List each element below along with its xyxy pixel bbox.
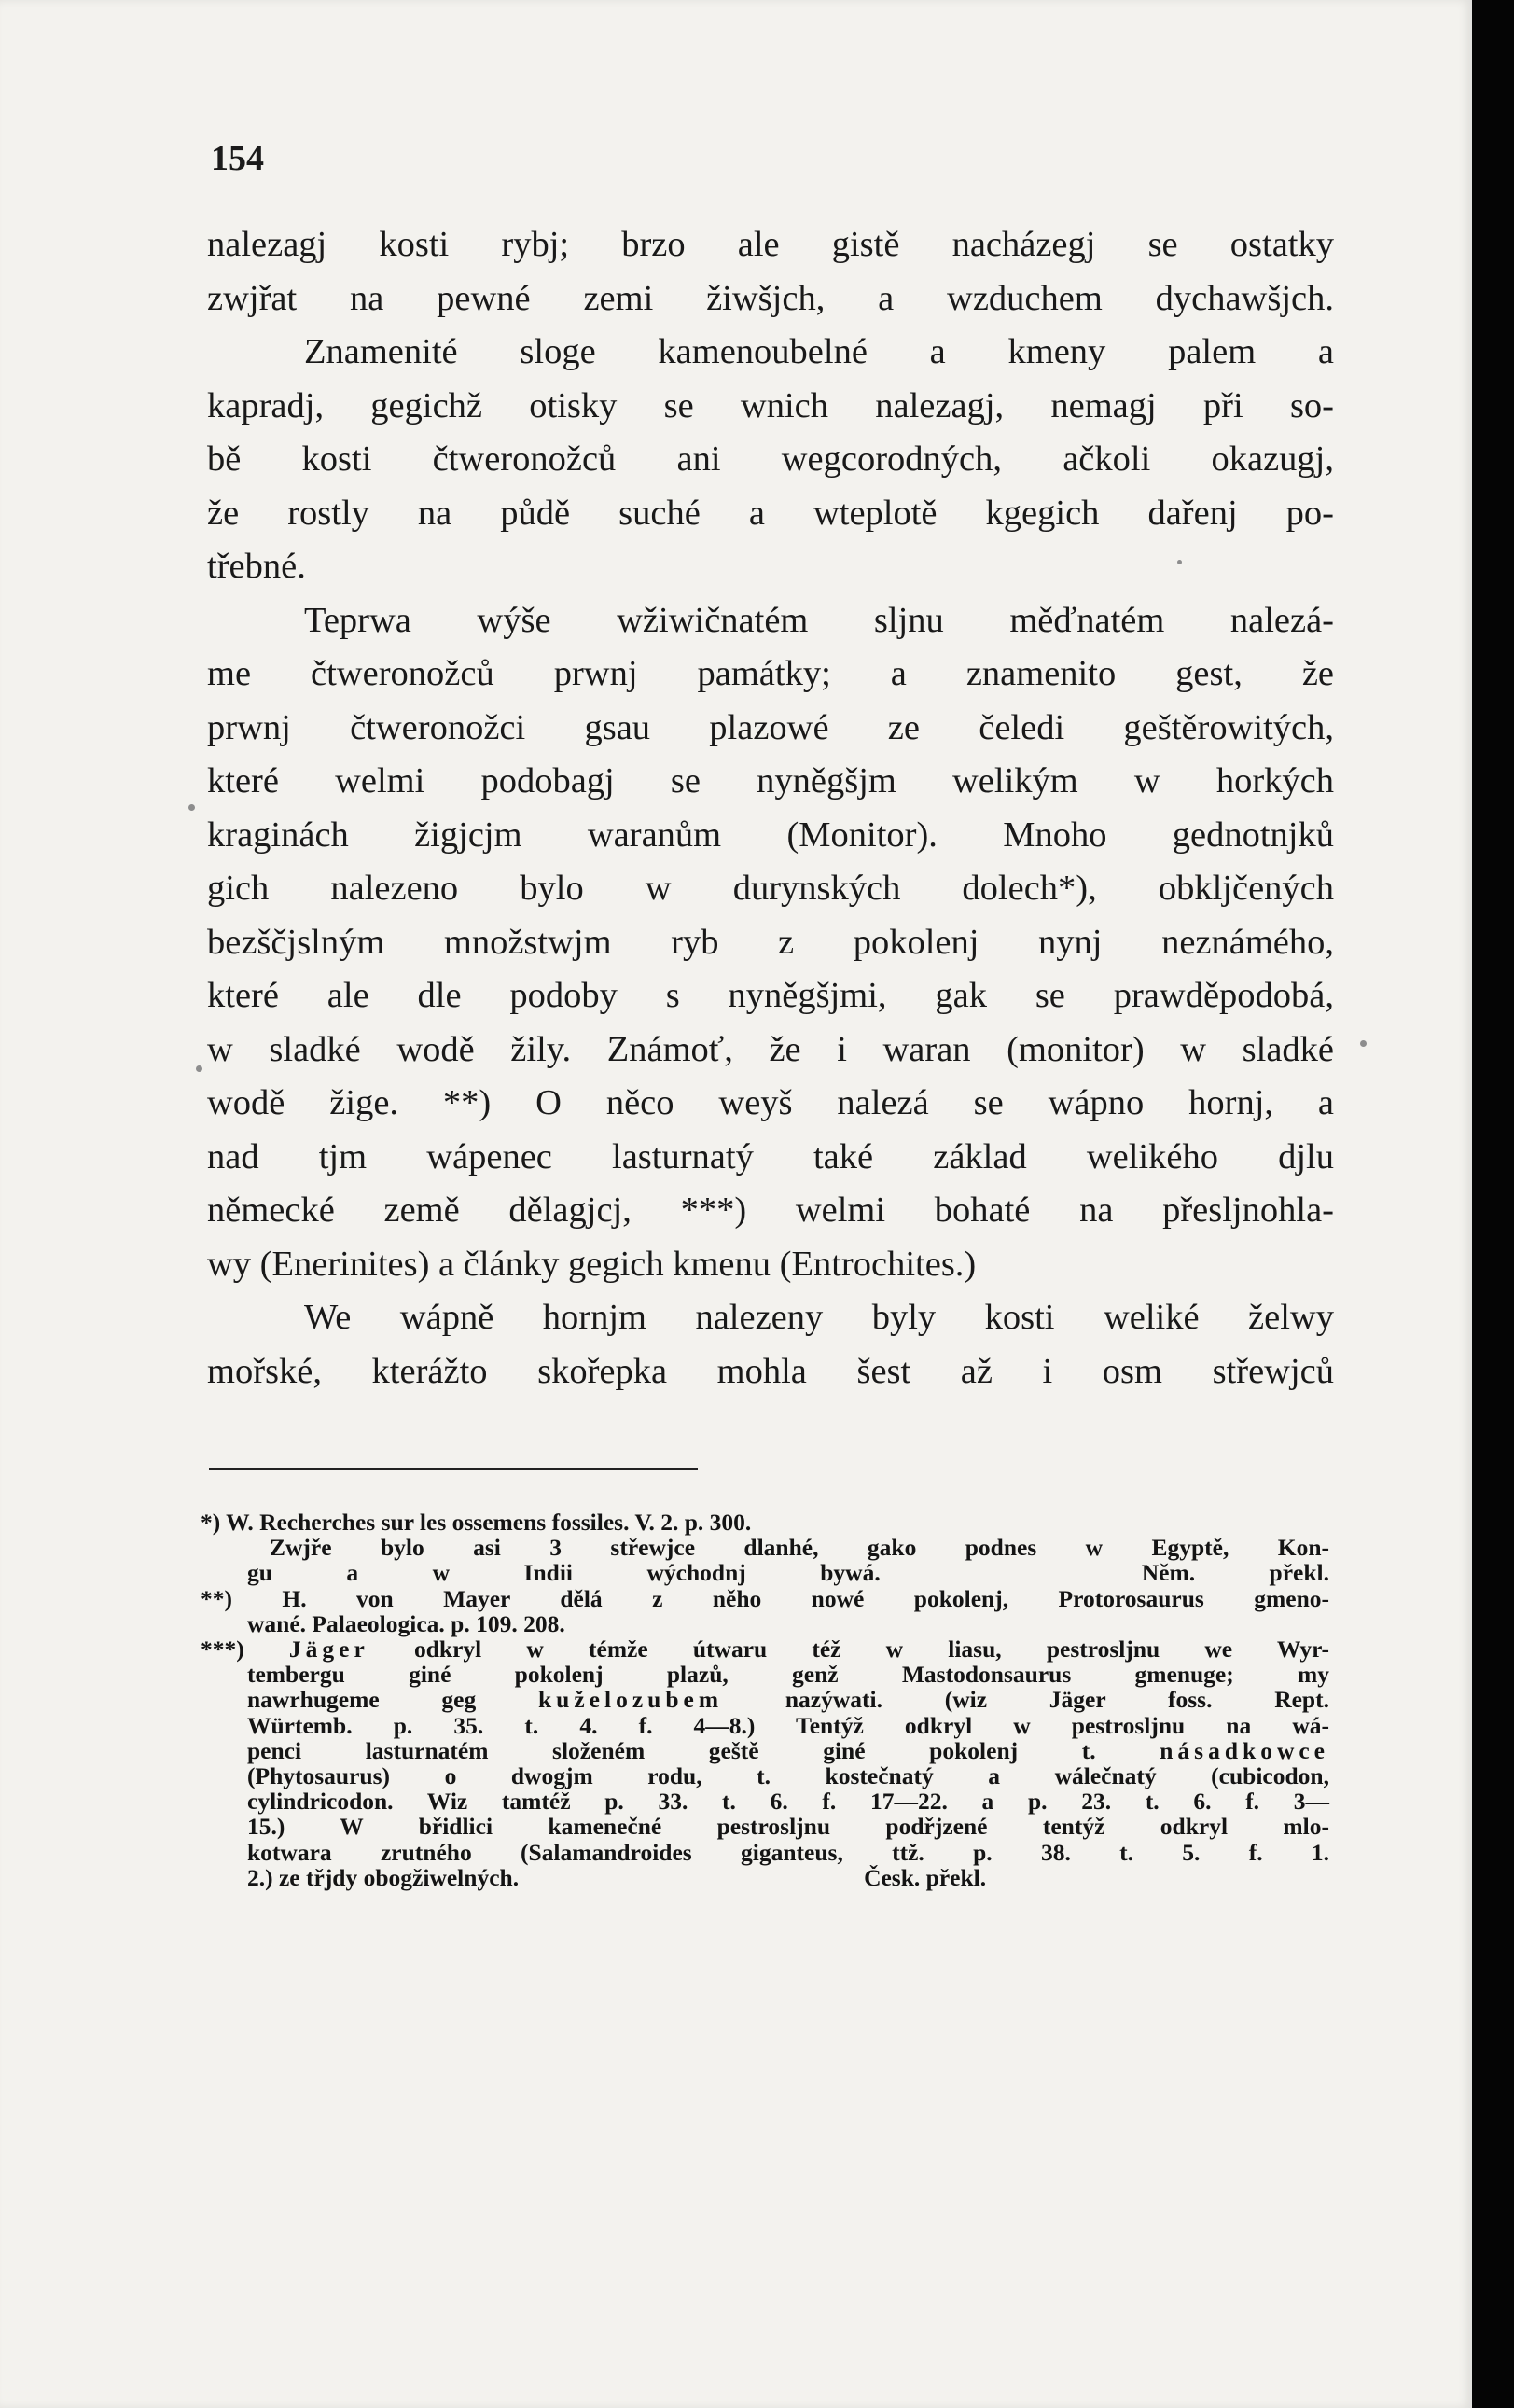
text-line: nalezagj kosti rybj; brzo ale gistě nacházegj se ostatky: [207, 225, 1334, 264]
footnote-line: Würtemb. p. 35. t. 4. f. 4—8.) Tentýž odkryl w pestrosljnu na wá-: [247, 1711, 1329, 1739]
footnote-line: [201, 1636, 1329, 1662]
text-line: w sladké wodě žily. Známoť, že i waran (monitor) w sladké: [207, 1029, 1334, 1069]
text-line: zwjřat na pewné zemi žiwšjch, a wzduchem dychawšjch.: [207, 278, 1334, 318]
footnote-line: wané. Palaeologica. p. 109. 208.: [247, 1609, 565, 1637]
footnote-line: [201, 1687, 1329, 1712]
emphasized-term: kuželozubem: [538, 1686, 724, 1714]
text-line: wy (Enerinites) a články gegich kmenu (Entrochites.): [207, 1244, 977, 1284]
text-line: bě kosti čtweronožců ani wegcorodných, ačkoli okazugj,: [207, 439, 1334, 479]
footnote-line: **) H. von Mayer dělá z něho nowé pokolenj, Protorosaurus gmeno-: [201, 1584, 1329, 1612]
text-line: prwnj čtweronožci gsau plazowé ze čeledi geštěrowitých,: [207, 707, 1334, 747]
text-line: mořské, kterážto skořepka mohla šest až i osm střewjců: [207, 1351, 1334, 1391]
footnote-text: odkryl w témže útwaru též w liasu, pestrosljnu we Wyr-: [368, 1635, 1329, 1663]
speck: [188, 804, 195, 811]
body-text: [207, 218, 1334, 1399]
author-name: Jäger: [288, 1635, 369, 1663]
footnote-marker: ***): [201, 1635, 289, 1663]
footnote-line: tembergu giné pokolenj plazů, genž Mastodonsaurus gmenuge; my: [247, 1661, 1329, 1689]
emphasized-term: násadkowce: [1160, 1736, 1329, 1764]
text-line: Znamenité sloge kamenoubelné a kmeny palem a: [304, 332, 1334, 371]
footnote-line: (Phytosaurus) o dwogjm rodu, t. kostečnatý a wálečnatý (cubicodon,: [247, 1762, 1329, 1790]
footnote-line: 15.) W břidlici kamenečné pestrosljnu podřjzené tentýž odkryl mlo-: [247, 1813, 1329, 1841]
text-line: třebné.: [207, 547, 306, 586]
text-line: Teprwa wýše wžiwičnatém sljnu měďnatém nalezá-: [304, 600, 1334, 640]
translator-note: Česk. překl.: [864, 1863, 987, 1891]
footnote-line: kotwara zrutného (Salamandroides giganteus, ttž. p. 38. t. 5. f. 1.: [247, 1838, 1329, 1866]
footnote-line: *) W. Recherches sur les ossemens fossiles. V. 2. p. 300.: [201, 1509, 752, 1536]
footnote-line: Zwjře bylo asi 3 střewjce dlanhé, gako podnes w Egyptě, Kon-: [270, 1534, 1329, 1562]
footnote-separator: [209, 1468, 698, 1470]
text-line: že rostly na půdě suché a wteplotě kgegich dařenj po-: [207, 493, 1334, 533]
speck: [196, 1065, 202, 1072]
text-line: nad tjm wápenec lasturnatý také základ welikého djlu: [207, 1136, 1334, 1176]
footnotes: [201, 1510, 1329, 1890]
text-line: kapradj, gegichž otisky se wnich nalezagj, nemagj při so-: [207, 385, 1334, 425]
translator-note: Něm. překl.: [1141, 1559, 1330, 1587]
page-number: 154: [211, 139, 264, 178]
footnote-text: nawrhugeme geg: [247, 1686, 538, 1714]
text-line: gich nalezeno bylo w durynských dolech*), obkljčených: [207, 869, 1334, 908]
footnote-text: nazýwati. (wiz Jäger foss. Rept.: [723, 1686, 1329, 1714]
text-line: me čtweronožců prwnj památky; a znamenito gest, že: [207, 654, 1334, 693]
footnote-line: [201, 1560, 1329, 1585]
text-line: kraginách žigjcjm waranům (Monitor). Mnoho gednotnjků: [207, 814, 1334, 855]
footnote-text: gu a w Indii wýchodnj bywá.: [247, 1559, 881, 1587]
speck: [1360, 1040, 1367, 1047]
text-line: německé země dělagjcj, ***) welmi bohaté na přeslјnohla-: [207, 1190, 1334, 1230]
text-line: We wápně hornjm nalezeny byly kosti weliké želwy: [304, 1298, 1334, 1337]
footnote-text: penci lasturnatém složeném geště giné pokolenj t.: [247, 1736, 1160, 1764]
text-line: wodě žige. **) O něco weyš nalezá se wápno hornj, a: [207, 1083, 1334, 1122]
footnote-line: cylindricodon. Wiz tamtéž p. 33. t. 6. f. 17—22. a p. 23. t. 6. f. 3—: [247, 1788, 1329, 1816]
text-line: které ale dle podoby s nyněgšjmi, gak se prawděpodobá,: [207, 976, 1334, 1015]
text-line: které welmi podobagj se nyněgšjm welikým w horkých: [207, 761, 1334, 800]
footnote-line: [201, 1738, 1329, 1763]
speck: [1177, 560, 1182, 564]
text-line: bezščjslným množstwjm ryb z pokolenj nynj neznámého,: [207, 922, 1334, 962]
footnote-line: [201, 1865, 1329, 1890]
footnote-text: 2.) ze třjdy obogžiwelných.: [247, 1863, 520, 1891]
